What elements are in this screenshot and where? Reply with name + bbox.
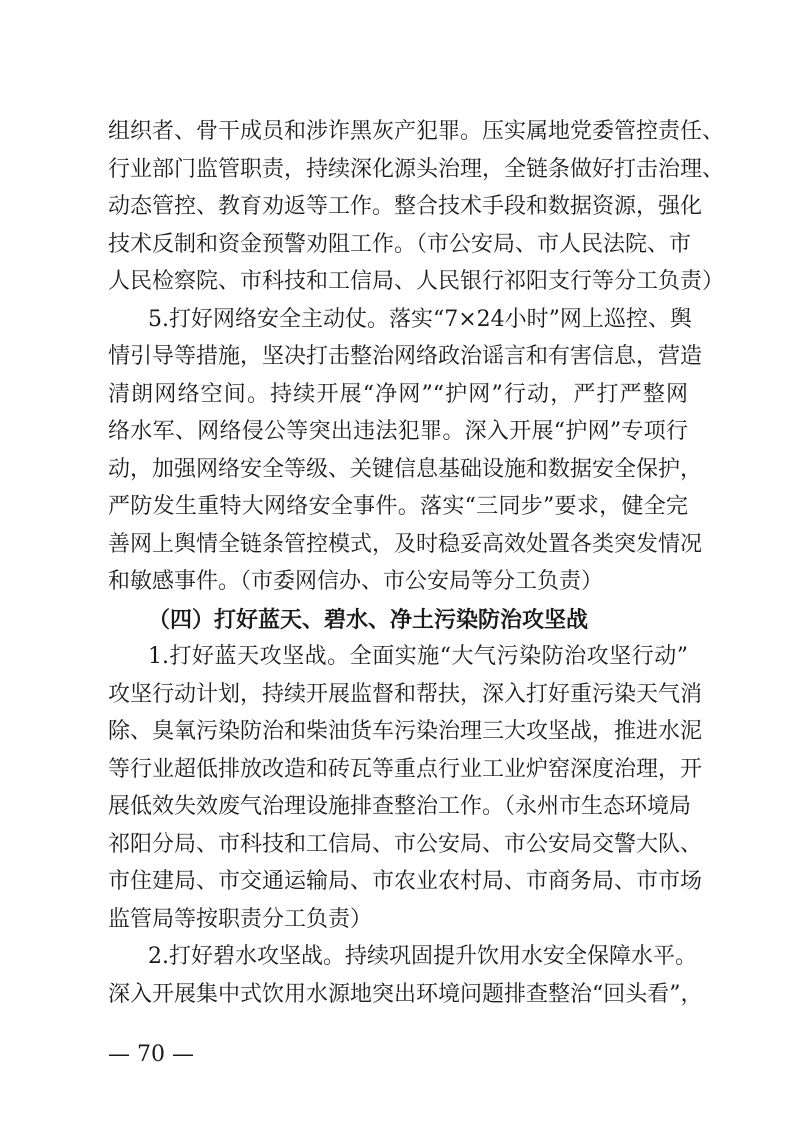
text-line: 情引导等措施，坚决打击整治网络政治谣言和有害信息，营造 [108, 344, 703, 369]
text-line: 动态管控、教育劝返等工作。整合技术手段和数据资源，强化 [108, 194, 703, 219]
text-line: 深入开展集中式饮用水源地突出环境问题排查整治“回头看”， [108, 981, 703, 1007]
text-line: 人民检察院、市科技和工信局、人民银行祁阳支行等分工负责） [108, 269, 725, 294]
text-line: 行业部门监管职责，持续深化源头治理，全链条做好打击治理、 [108, 156, 725, 182]
text-line: 和敏感事件。（市委网信办、市公安局等分工负责） [108, 569, 604, 594]
text-line: 组织者、骨干成员和涉诈黑灰产犯罪。压实属地党委管控责任、 [108, 119, 725, 144]
text-line: 祁阳分局、市科技和工信局、市公安局、市公安局交警大队、 [108, 831, 703, 857]
page-number: — 70 — [108, 1042, 194, 1067]
text-line: 攻坚行动计划，持续开展监督和帮扶，深入打好重污染天气消 [108, 681, 703, 707]
text-line: 1.打好蓝天攻坚战。全面实施“大气污染防治攻坚行动” [148, 644, 688, 669]
text-line: 2.打好碧水攻坚战。持续巩固提升饮用水安全保障水平。 [148, 944, 697, 969]
text-line: 动，加强网络安全等级、关键信息基础设施和数据安全保护， [108, 456, 703, 482]
text-line: 展低效失效废气治理设施排查整治工作。（永州市生态环境局 [108, 794, 692, 819]
text-line: 监管局等按职责分工负责） [108, 906, 373, 932]
text-line: 络水军、网络侵公等突出违法犯罪。深入开展“护网”专项行 [108, 419, 688, 444]
text-line: 等行业超低排放改造和砖瓦等重点行业工业炉窑深度治理，开 [108, 756, 703, 782]
text-line: 5.打好网络安全主动仗。落实“7×24小时”网上巡控、舆 [148, 306, 692, 332]
text-line: 除、臭氧污染防治和柴油货车污染治理三大攻坚战，推进水泥 [108, 719, 703, 744]
text-line: 善网上舆情全链条管控模式，及时稳妥高效处置各类突发情况 [108, 531, 703, 557]
section-heading: （四）打好蓝天、碧水、净土污染防治攻坚战 [148, 606, 589, 633]
text-line: 市住建局、市交通运输局、市农业农村局、市商务局、市市场 [108, 869, 703, 894]
text-line: 严防发生重特大网络安全事件。落实“三同步”要求，健全完 [108, 494, 688, 519]
text-line: 清朗网络空间。持续开展“净网”“护网”行动，严打严整网 [108, 381, 688, 407]
text-line: 技术反制和资金预警劝阻工作。（市公安局、市人民法院、市 [108, 231, 692, 257]
